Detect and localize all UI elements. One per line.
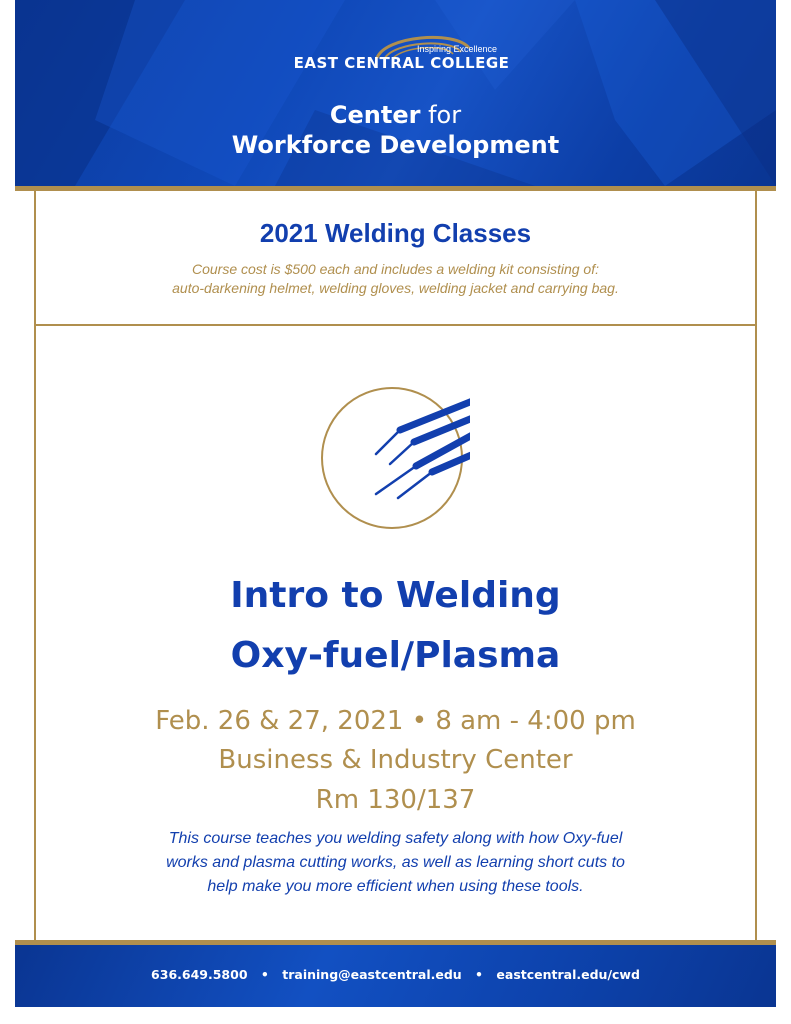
- description-line2: works and plasma cutting works, as well as learning short cuts to: [166, 854, 625, 871]
- course-description: [34, 827, 757, 899]
- separator: •: [260, 967, 269, 982]
- contact-info: [15, 967, 776, 982]
- header-banner: [15, 0, 776, 186]
- center-title-for: for: [428, 101, 462, 129]
- college-name: EAST CENTRAL COLLEGE: [293, 54, 510, 72]
- footer-banner: [15, 945, 776, 1007]
- section-divider: [34, 324, 757, 326]
- center-title: [15, 100, 776, 160]
- website-link[interactable]: eastcentral.edu/cwd: [496, 967, 640, 982]
- center-title-bold: Center: [329, 101, 421, 129]
- course-cost-line1: Course cost is $500 each and includes a welding kit consisting of:: [191, 261, 599, 277]
- description-line3: help make you more efficient when using these tools.: [207, 878, 584, 895]
- phone-number: 636.649.5800: [151, 967, 248, 982]
- course-location: Business & Industry Center: [218, 745, 573, 775]
- college-tagline: Inspiring Excellence: [417, 44, 498, 54]
- center-title-line2: Workforce Development: [231, 131, 560, 159]
- course-cost-line2: auto-darkening helmet, welding gloves, welding jacket and carrying bag.: [172, 280, 619, 296]
- course-room: Rm 130/137: [315, 785, 476, 815]
- course-title-line2: Oxy-fuel/Plasma: [230, 635, 561, 676]
- classes-title: 2021 Welding Classes: [259, 218, 532, 248]
- course-title-line1: Intro to Welding: [230, 575, 561, 616]
- college-logo: [15, 30, 776, 72]
- separator: •: [475, 967, 484, 982]
- description-line1: This course teaches you welding safety along with how Oxy-fuel: [168, 830, 623, 847]
- course-date: Feb. 26 & 27, 2021 • 8 am - 4:00 pm: [155, 706, 636, 736]
- course-title: [34, 566, 757, 686]
- course-cost-text: [34, 260, 757, 298]
- welding-rods-icon: [320, 384, 470, 534]
- email-link[interactable]: training@eastcentral.edu: [282, 967, 462, 982]
